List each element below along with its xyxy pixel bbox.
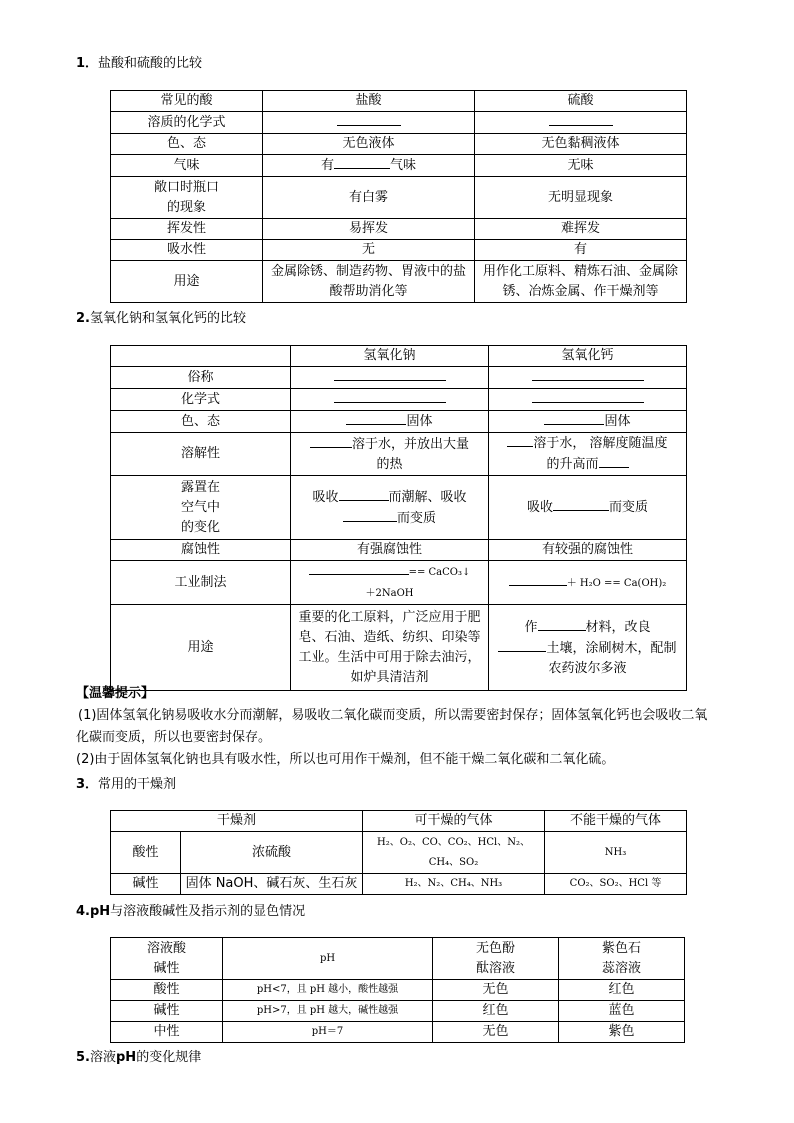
section1-number: 1． [76,56,99,71]
row-label: 挥发性 [111,219,263,240]
header-cell: 可干燥的气体 [363,811,545,832]
header-cell: 盐酸 [263,91,475,112]
blank-cell [291,367,489,389]
table-cell: 有 [475,240,687,261]
cell-text: 有 [320,158,334,173]
row-label: 碱性 [111,1001,223,1022]
base-comparison-table [110,345,687,691]
cell-text: 的升高而 [546,457,599,472]
section5-title-ph: pH [116,1050,137,1065]
cell-text: 溶于水，并放出大量 [351,436,469,452]
table-cell: NH₃ [545,832,687,874]
blank-cell [475,112,687,134]
equation-text: ＋ H₂O == Ca(OH)₂ [566,577,667,589]
row-label [111,476,291,540]
cell-text: 气味 [390,158,417,173]
tip-paragraph-2: (2)由于固体氢氧化钠也具有吸水性，所以也可用作干燥剂，但不能干燥二氧化碳和二氧化硫。 [76,752,615,767]
header-line: 紫色石 [601,940,641,956]
table-cell [263,155,475,177]
row-label: 碱性 [111,874,181,895]
tip-block [76,683,716,771]
row-label: 腐蚀性 [111,540,291,561]
header-line: 溶液酸 [146,940,186,956]
header-cell: 干燥剂 [111,811,363,832]
equation-text: ＋2NaOH [365,588,414,599]
section2-title: 氢氧化钠和氢氧化钙的比较 [89,311,246,326]
cell-text: 固体 [406,414,433,429]
cell-text: 吸收 [526,500,553,515]
section2-heading [76,307,246,326]
table-cell: H₂、N₂、CH₄、NH₃ [363,874,545,895]
header-cell [111,346,291,367]
header-line: 蕊溶液 [601,960,641,976]
section3-number: 3． [76,777,99,792]
table-cell: 无 [263,240,475,261]
section5-title-c: 的变化规律 [136,1050,202,1065]
row-label: 化学式 [111,389,291,411]
section1-title: 盐酸和硫酸的比较 [98,56,203,71]
table-cell: 无色 [433,1022,559,1043]
header-cell [111,938,223,980]
row-label: 色、态 [111,411,291,433]
table-cell [291,561,489,605]
label-line: 敞口时瓶口 [153,179,219,195]
blank-cell [489,367,687,389]
label-line: 空气中 [180,499,220,515]
table-cell: 红色 [433,1001,559,1022]
table-cell: pH<7，且 pH 越小，酸性越强 [223,980,433,1001]
table-cell [489,561,687,605]
section4-heading [76,900,305,919]
table-cell: 无明显现象 [475,177,687,219]
table-cell: 有白雾 [263,177,475,219]
row-label: 溶质的化学式 [111,112,263,134]
table-cell: 用作化工原料、精炼石油、金属除锈、冶炼金属、作干燥剂等 [475,261,687,303]
blank-cell [263,112,475,134]
blank-cell [291,389,489,411]
row-label: 酸性 [111,980,223,1001]
header-line: 碱性 [153,960,180,976]
row-label: 色、态 [111,134,263,155]
tip-paragraph-1: (1)固体氢氧化钠易吸收水分而潮解，易吸收二氧化碳而变质，所以需要密封保存；固体氢氧化钙也会吸收二氧化碳而变质，所以也要密封保存。 [76,708,708,745]
acid-comparison-table [110,90,687,303]
table-cell: 固体 NaOH、碱石灰、生石灰 [181,874,363,895]
cell-text: 而变质 [396,510,436,526]
row-label: 用途 [111,605,291,691]
table-cell [291,411,489,433]
table-cell: 无色 [433,980,559,1001]
row-label: 酸性 [111,832,181,874]
table-cell: 金属除锈、制造药物、胃液中的盐酸帮助消化等 [263,261,475,303]
header-cell [559,938,685,980]
cell-text: 土壤，涂刷树木，配制农药波尔多液 [546,640,677,676]
header-cell: 氢氧化钠 [291,346,489,367]
section4-title-ph: pH [89,904,111,919]
header-line: 酞溶液 [475,960,515,976]
header-cell: 不能干燥的气体 [545,811,687,832]
section4-title: 与溶液酸碱性及指示剂的显色情况 [110,904,306,919]
table-cell: 有较强的腐蚀性 [489,540,687,561]
table-cell: pH＝7 [223,1022,433,1043]
cell-text: CH₄、SO₂ [428,856,479,868]
table-cell: 无色液体 [263,134,475,155]
table-cell: 无色黏稠液体 [475,134,687,155]
row-label: 工业制法 [111,561,291,605]
equation-text: == CaCO₃↓ [408,567,471,578]
desiccant-table [110,810,687,895]
tip-title: 【温馨提示】 [76,686,155,701]
cell-text: 作 [524,619,538,635]
table-cell: 易挥发 [263,219,475,240]
cell-text: 材料，改良 [585,619,651,635]
section5-heading [76,1046,201,1065]
section3-title: 常用的干燥剂 [98,777,177,792]
table-cell [363,832,545,874]
label-line: 的现象 [166,199,206,215]
section1-heading [76,52,202,71]
header-cell: 硫酸 [475,91,687,112]
row-label: 溶解性 [111,433,291,476]
row-label: 吸水性 [111,240,263,261]
header-cell: 氢氧化钙 [489,346,687,367]
table-cell [489,433,687,476]
header-cell: pH [223,938,433,980]
section2-number: 2. [76,311,90,326]
ph-table [110,937,685,1043]
table-cell: CO₂、SO₂、HCl 等 [545,874,687,895]
table-cell [291,433,489,476]
table-cell [291,476,489,540]
header-line: 无色酚 [475,940,515,956]
cell-text: H₂、O₂、CO、CO₂、HCl、N₂、 [377,836,530,848]
table-cell: 浓硫酸 [181,832,363,874]
label-line: 的变化 [180,519,220,535]
header-cell [433,938,559,980]
table-cell: 无味 [475,155,687,177]
table-cell [489,605,687,691]
table-cell: 有强腐蚀性 [291,540,489,561]
cell-text: 而潮解、吸收 [388,489,467,505]
table-cell: 重要的化工原料，广泛应用于肥皂、石油、造纸、纺织、印染等工业。生活中可用于除去油污，如炉具清洁剂 [291,605,489,691]
cell-text: 的热 [376,456,403,472]
section5-number: 5. [76,1050,90,1065]
row-label: 气味 [111,155,263,177]
section5-title-a: 溶液 [89,1050,116,1065]
row-label: 中性 [111,1022,223,1043]
cell-text: 溶于水， 溶解度随温度 [533,436,668,451]
table-cell: 难挥发 [475,219,687,240]
cell-text: 吸收 [312,489,339,505]
cell-text: 而变质 [609,500,649,515]
cell-text: 固体 [604,414,631,429]
section3-heading [76,773,176,792]
label-line: 露置在 [180,479,220,495]
header-cell: 常见的酸 [111,91,263,112]
table-cell: pH>7，且 pH 越大，碱性越强 [223,1001,433,1022]
table-cell: 蓝色 [559,1001,685,1022]
row-label: 用途 [111,261,263,303]
row-label: 俗称 [111,367,291,389]
table-cell [489,476,687,540]
table-cell: 紫色 [559,1022,685,1043]
section4-number: 4. [76,904,90,919]
table-cell [489,411,687,433]
blank-cell [489,389,687,411]
table-cell: 红色 [559,980,685,1001]
row-label [111,177,263,219]
